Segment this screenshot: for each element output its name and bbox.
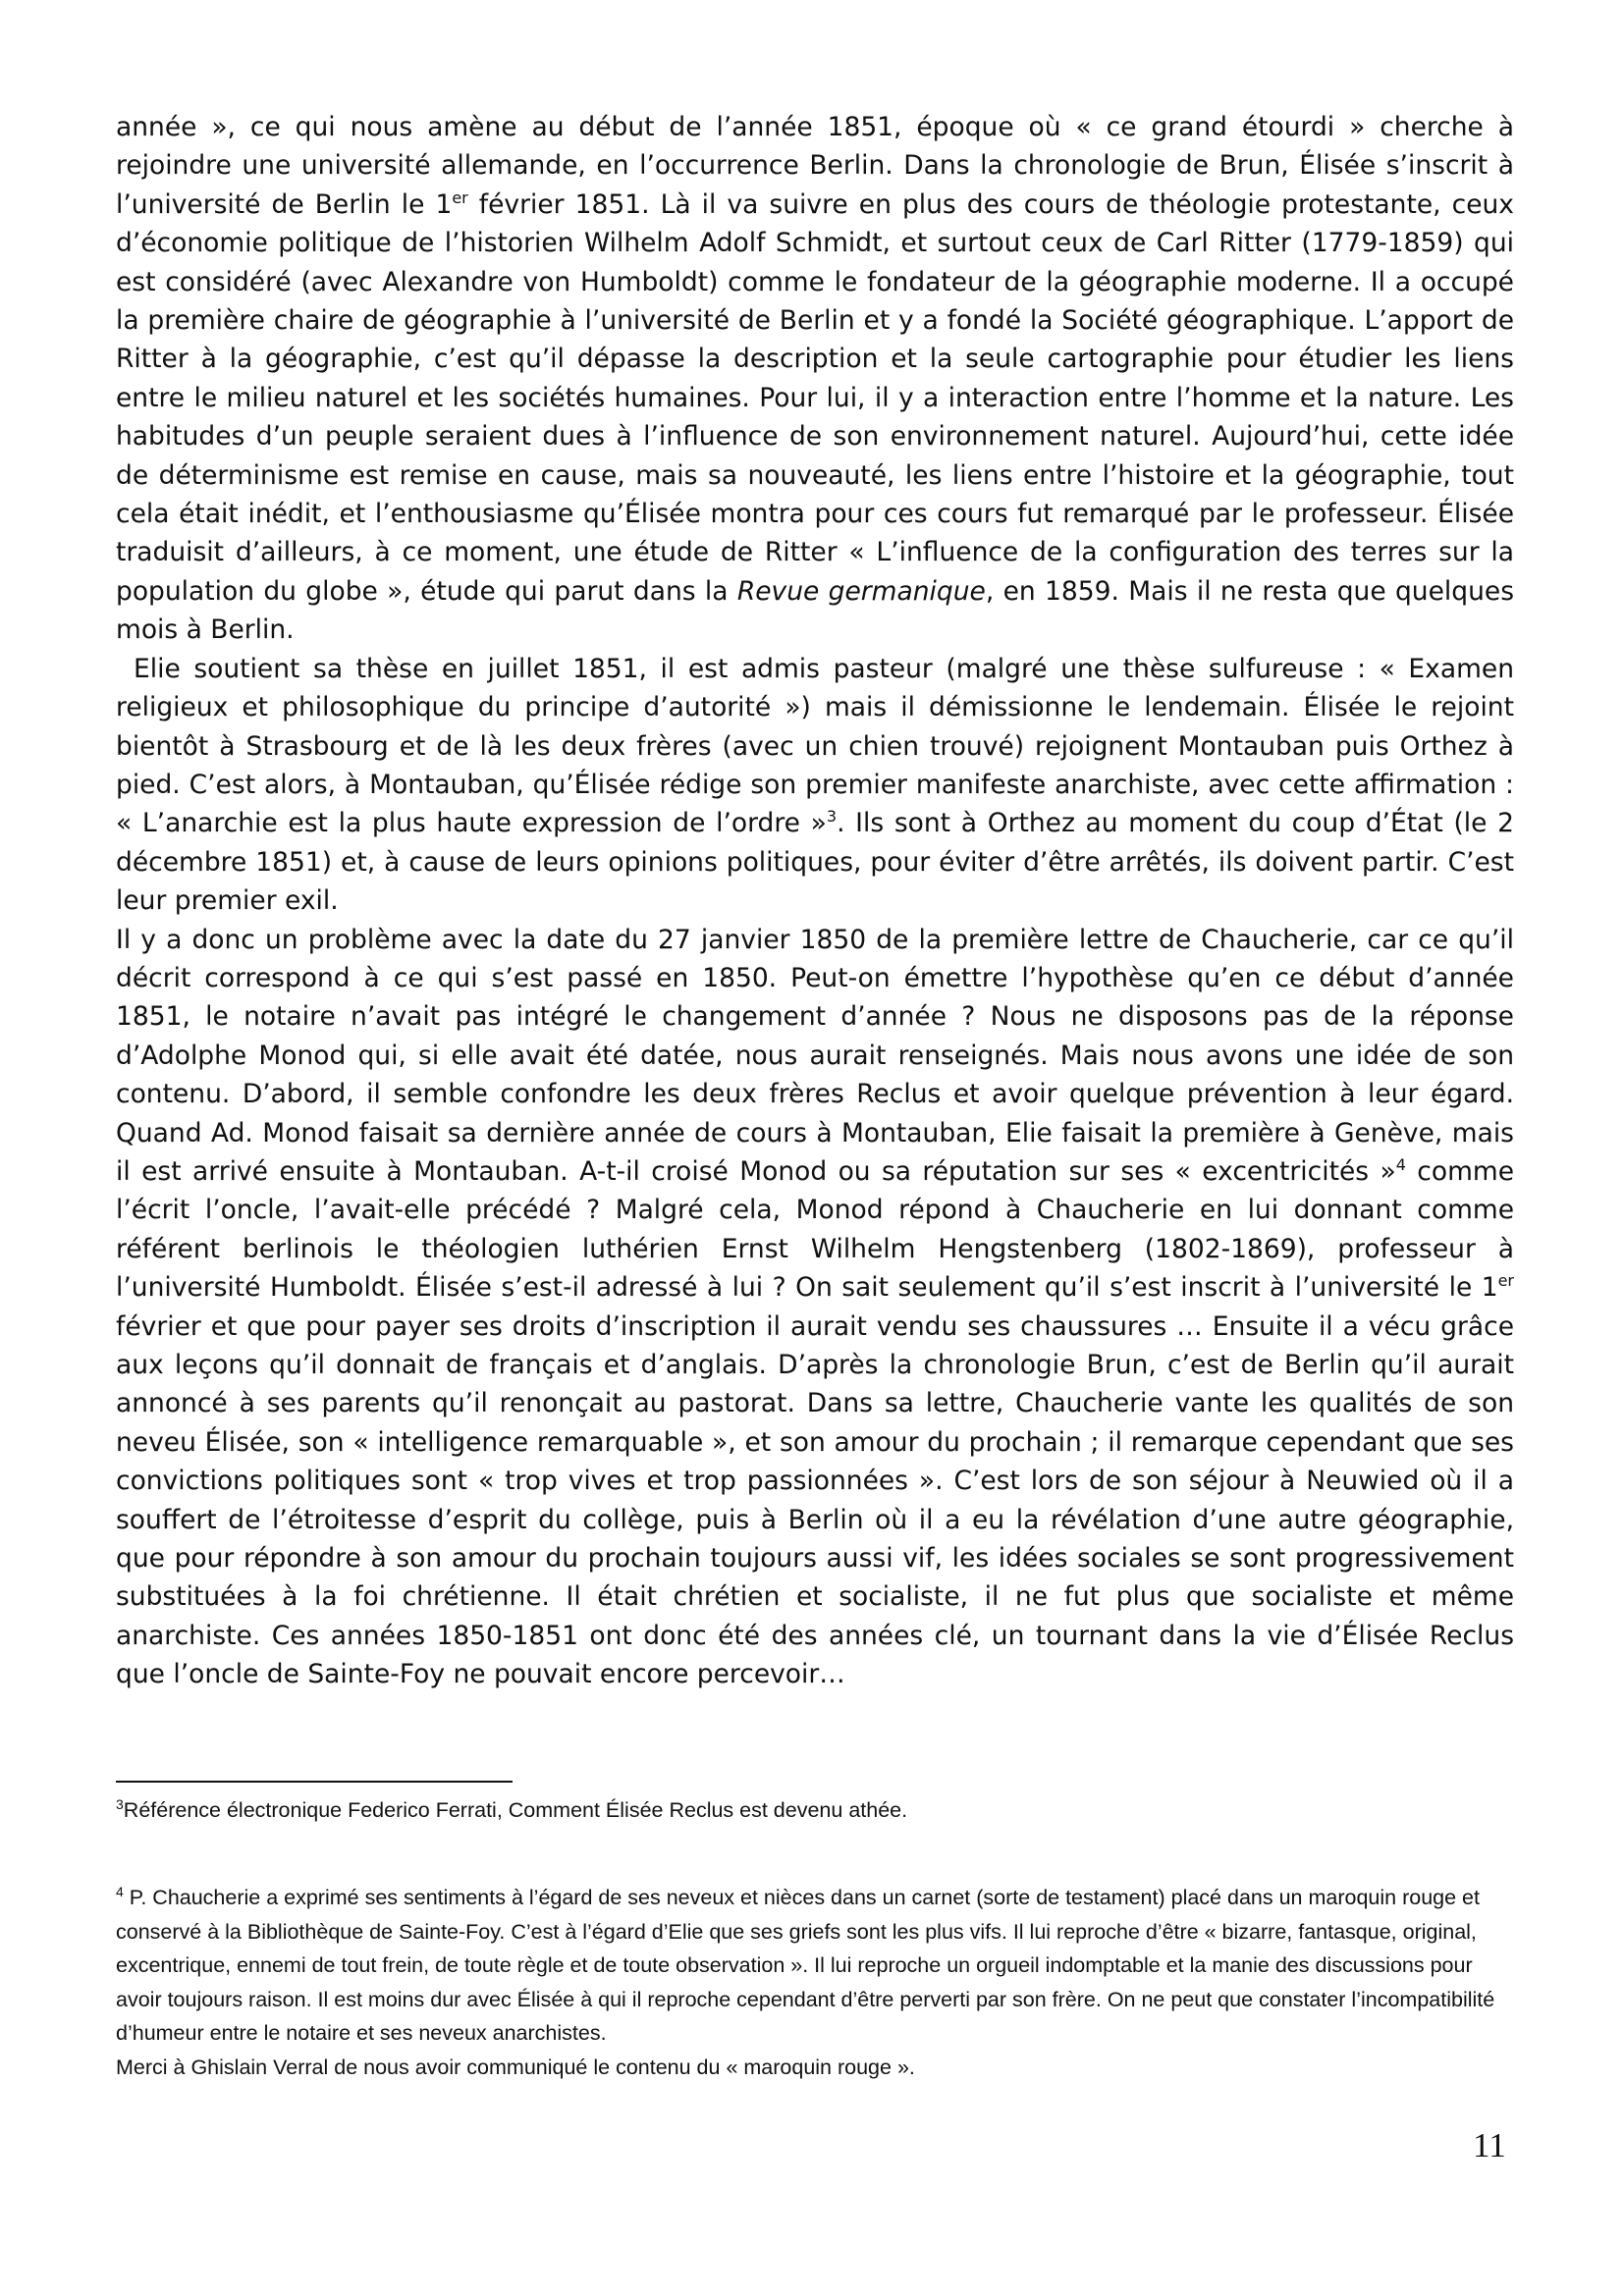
footnote-3	[116, 1793, 1514, 1828]
footnote-text: Référence électronique Federico Ferrati, Comment Élisée Reclus est devenu athée.	[123, 1798, 908, 1822]
paragraph-elie-text-2: . Ils sont à Orthez au moment du coup d’État (le 2 décembre 1851) et, à cause de leurs opinions politiques, pour éviter d’être arrêtés, ils doivent partir. C’est leur premier exil.	[116, 808, 1515, 917]
paragraph-elie-text-1: Elie soutient sa thèse en juillet 1851, il est admis pasteur (malgré une thèse sulfureuse : « Examen religieux et philosophique du principe d’autorité ») mais il démissionne le lendemain. Élisée le rejoint bientôt à Strasbourg et de là les deux frères (avec un chien trouvé) rejoignent Montauban puis Orthez à pied. C’est alors, à Montauban, qu’Élisée rédige son premier manifeste anarchiste, avec cette affirmation : « L’anarchie est la plus haute expression de l’ordre »	[116, 653, 1514, 839]
paragraph-berlin	[116, 108, 1514, 650]
journal-title: Revue germanique	[736, 575, 986, 607]
acknowledgement: Merci à Ghislain Verral de nous avoir communiqué le contenu du « maroquin rouge ».	[116, 2055, 915, 2079]
footnote-separator	[116, 1781, 513, 1783]
footnote-ref-3[interactable]: 3	[826, 807, 838, 827]
footnote-text: P. Chaucherie a exprimé ses sentiments à l’égard de ses neveux et nièces dans un carnet (sorte de testament) placé dans un maroquin rouge et conservé à la Bibliothèque de Sainte-Foy. C’est à l’égard d’Elie que ses griefs sont les plus vifs. Il lui reproche d’être « bizarre, fantasque, original, excentrique, ennemi de tout frein, de toute règle et de toute observation ». Il lui reproche un orgueil indomptable et la manie des discussions pour avoir toujours raison. Il est moins dur avec Élisée à qui il reproche cependant d’être perverti par son frère. On ne peut que constater l’incompatibilité d’humeur entre le notaire et ses neveux anarchistes.	[116, 1886, 1495, 2046]
paragraph-date-text-3: février et que pour payer ses droits d’inscription il aurait vendu ses chaussures … Ensuite il a vécu grâce aux leçons qu’il donnait de français et d’anglais. D’après la chronologie Brun, c’est de Berlin qu’il aurait annoncé à ses parents qu’il renonçait au pastorat. Dans sa lettre, Chaucherie vante les qualités de son neveu Élisée, son « intelligence remarquable », et son amour du prochain ; il remarque cependant que ses convictions politiques sont « trop vives et trop passionnées ». C’est lors de son séjour à Neuwied où il a souffert de l’étroitesse d’esprit du collège, puis à Berlin où il a eu la révélation d’une autre géographie, que pour répondre à son amour du prochain toujours aussi vif, les idées sociales se sont progressivement substituées à la foi chrétienne. Il était chrétien et socialiste, il ne fut plus que socialiste et même anarchiste. Ces années 1850-1851 ont donc été des années clé, un tournant dans la vie d’Élisée Reclus que l’oncle de Sainte-Foy ne pouvait encore percevoir…	[116, 1310, 1514, 1690]
page-number: 11	[1473, 2126, 1506, 2164]
main-text	[116, 108, 1514, 1694]
footnote-ref-4[interactable]: 4	[1395, 1155, 1406, 1175]
paragraph-date-text-2: comme l’écrit l’oncle, l’avait-elle précédé ? Malgré cela, Monod répond à Chaucherie en lui donnant comme référent berlinois le théologien luthérien Ernst Wilhelm Hengstenberg (1802-1869), professeur à l’université Humboldt. Élisée s’est-il adressé à lui ? On sait seulement qu’il s’est inscrit à l’université le 1	[116, 1155, 1515, 1304]
ordinal-superscript: er	[1497, 1271, 1514, 1291]
paragraph-berlin-text-3: , en 1859. Mais il ne resta que quelques mois à Berlin.	[116, 575, 1514, 646]
paragraph-berlin-text-2: février 1851. Là il va suivre en plus des cours de théologie protestante, ceux d’économie politique de l’historien Wilhelm Adolf Schmidt, et surtout ceux de Carl Ritter (1779-1859) qui est considéré (avec Alexandre von Humboldt) comme le fondateur de la géographie moderne. Il a occupé la première chaire de géographie à l’université de Berlin et y a fondé la Société géographique. L’apport de Ritter à la géographie, c’est qu’il dépasse la description et la seule cartographie pour étudier les liens entre le milieu naturel et les sociétés humaines. Pour lui, il y a interaction entre l’homme et la nature. Les habitudes d’un peuple seraient dues à l’influence de son environnement naturel. Aujourd’hui, cette idée de déterminisme est remise en cause, mais sa nouveauté, les liens entre l’histoire et la géographie, tout cela était inédit, et l’enthousiasme qu’Élisée montra pour ces cours fut remarqué par le professeur. Élisée traduisit d’ailleurs, à ce moment, une étude de Ritter « L’influence de la configuration des terres sur la population du globe », étude qui parut dans la	[116, 188, 1514, 607]
paragraph-berlin-text-1: année », ce qui nous amène au début de l’année 1851, époque où « ce grand étourdi » cherche à rejoindre une université allemande, en l’occurrence Berlin. Dans la chronologie de Brun, Élisée s’inscrit à l’université de Berlin le 1	[116, 112, 1514, 220]
footnote-4	[116, 1881, 1514, 2085]
paragraph-elie-thesis	[116, 650, 1514, 921]
paragraph-date-text-1: Il y a donc un problème avec la date du 27 janvier 1850 de la première lettre de Chaucherie, car ce qu’il décrit correspond à ce qui s’est passé en 1850. Peut-on émettre l’hypothèse qu’en ce début d’année 1851, le notaire n’avait pas intégré le changement d’année ? Nous ne disposons pas de la réponse d’Adolphe Monod qui, si elle avait été datée, nous aurait renseignés. Mais nous avons une idée de son contenu. D’abord, il semble confondre les deux frères Reclus et avoir quelque prévention à leur égard. Quand Ad. Monod faisait sa dernière année de cours à Montauban, Elie faisait la première à Genève, mais il est arrivé ensuite à Montauban. A-t-il croisé Monod ou sa réputation sur ses « excentricités »	[116, 924, 1514, 1187]
ordinal-superscript: er	[452, 187, 468, 207]
paragraph-date-problem	[116, 921, 1514, 1694]
footnote-marker: 4	[116, 1883, 124, 1899]
footnote-marker: 3	[116, 1795, 124, 1812]
